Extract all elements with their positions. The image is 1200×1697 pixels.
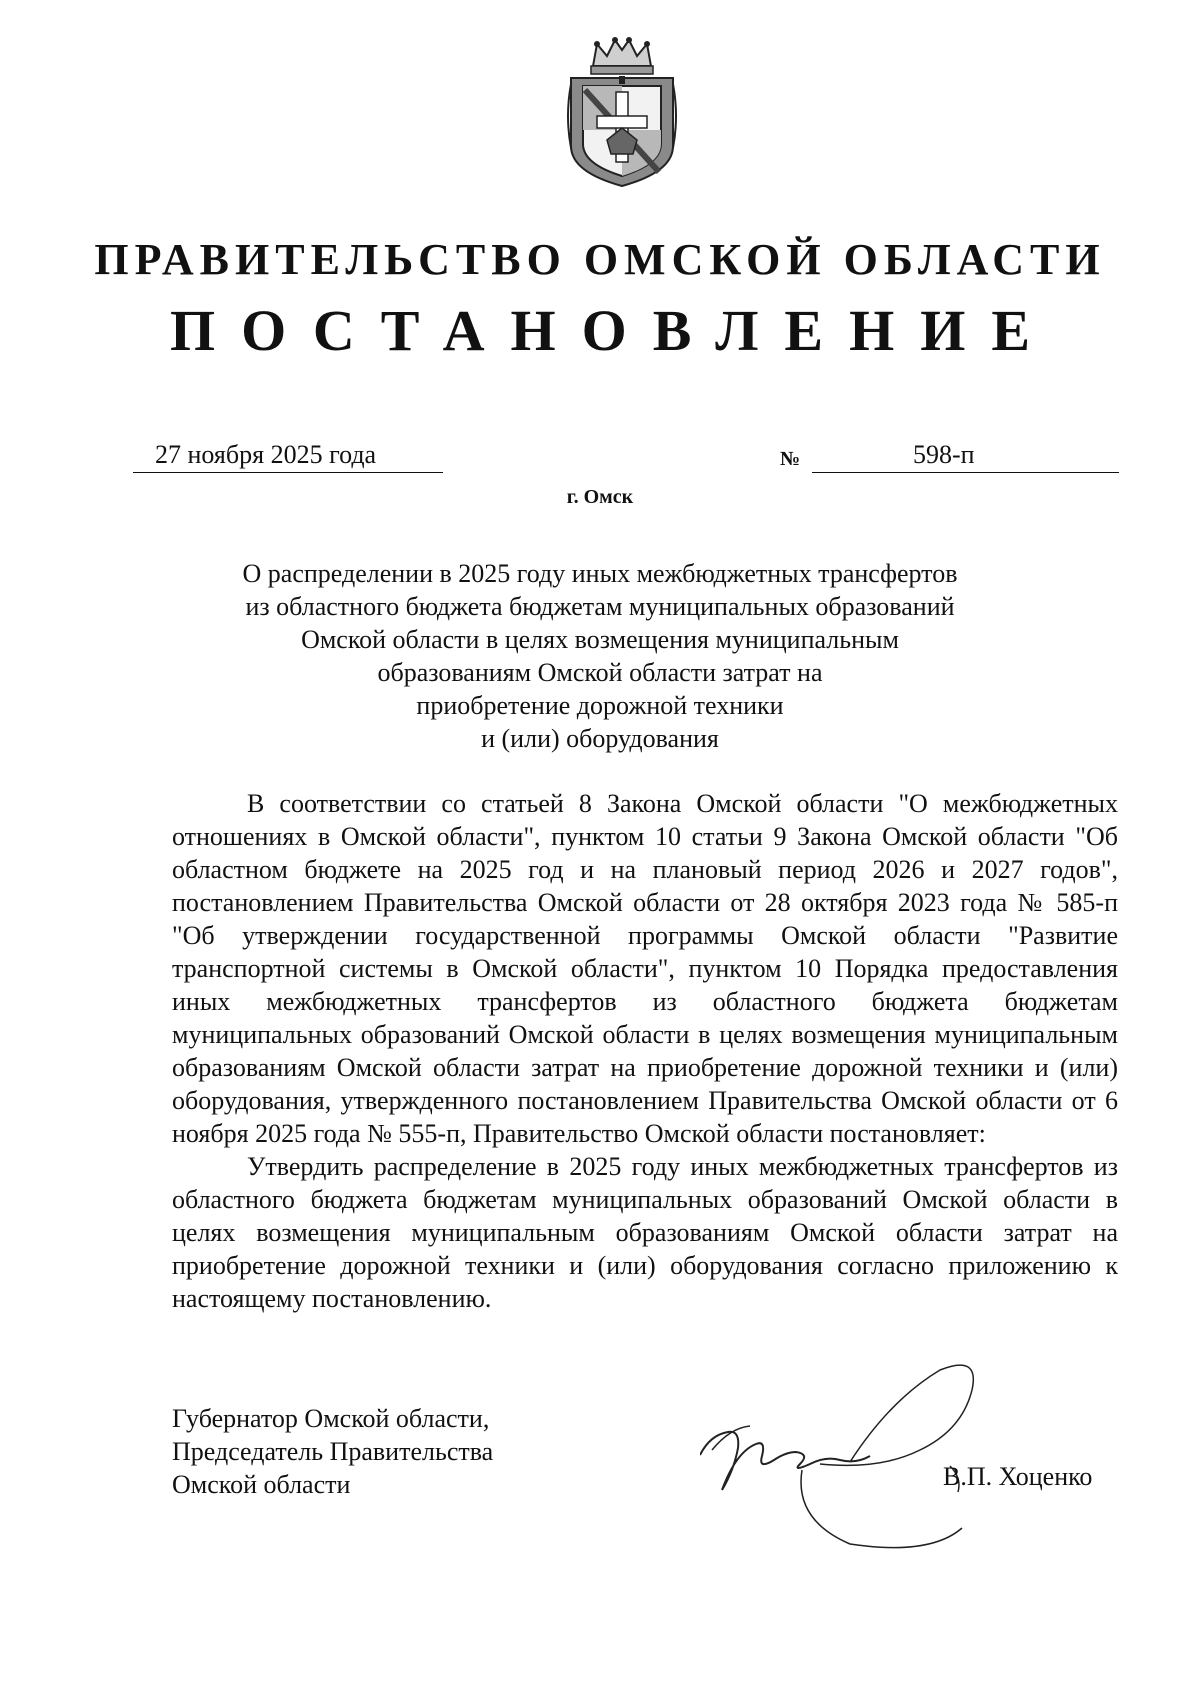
subject-line: Омской области в целях возмещения муниципальным xyxy=(301,625,899,654)
signatory-title xyxy=(172,1402,572,1501)
number-label: № xyxy=(780,448,801,470)
subject-line: приобретение дорожной техники xyxy=(416,691,784,720)
subject-line: образованиям Омской области затрат на xyxy=(377,658,823,687)
date-field xyxy=(133,438,443,473)
document-body xyxy=(172,787,1118,1315)
document-number: 598-п xyxy=(913,440,975,469)
organization-title: ПРАВИТЕЛЬСТВО ОМСКОЙ ОБЛАСТИ xyxy=(94,235,1106,284)
signatory-title-line: Губернатор Омской области, xyxy=(172,1404,490,1433)
body-paragraph-resolution: Утвердить распределение в 2025 году иных межбюджетных трансфертов из областного бюджета бюджетам муниципальных образований Омской области в целях возмещения муниципальным образованиям Омской области затрат на приобретение дорожной техники и (или) оборудования согласно приложению к настоящему постановлению. xyxy=(172,1152,1118,1313)
signatory-title-line: Председатель Правительства xyxy=(172,1437,494,1466)
signatory-title-line: Омской области xyxy=(172,1470,351,1499)
number-field xyxy=(812,438,1119,473)
document-date: 27 ноября 2025 года xyxy=(155,440,377,469)
body-paragraph-legal-basis: В соответствии со статьей 8 Закона Омской области "О межбюджетных отношениях в Омской области", пунктом 10 статьи 9 Закона Омской области "Об областном бюджете на 2025 год и на плановый период 2026 и 2027 годов", постановлением Правительства Омской области от 28 октября 2023 года № 585-п "Об утверждении государственной программы Омской области "Развитие транспортной системы в Омской области", пунктом 10 Порядка предоставления иных межбюджетных трансфертов из областного бюджета бюджетам муниципальных образований Омской области в целях возмещения муниципальным образованиям Омской области затрат на приобретение дорожной техники и (или) оборудования, утвержденного постановлением Правительства Омской области от 6 ноября 2025 года № 555-п, Правительство Омской области постановляет: xyxy=(172,789,1118,1148)
city-label: г. Омск xyxy=(566,486,634,508)
subject-line: О распределении в 2025 году иных межбюджетных трансфертов xyxy=(242,559,958,588)
signer-name: В.П. Хоценко xyxy=(943,1462,1093,1491)
document-subject xyxy=(200,557,1000,755)
handwritten-signature xyxy=(700,1360,1060,1550)
document-type-title: ПОСТАНОВЛЕНИЕ xyxy=(169,298,1057,363)
omsk-region-coat-of-arms-icon xyxy=(563,36,681,188)
subject-line: из областного бюджета бюджетам муниципальных образований xyxy=(245,592,955,621)
subject-line: и (или) оборудования xyxy=(481,724,719,753)
